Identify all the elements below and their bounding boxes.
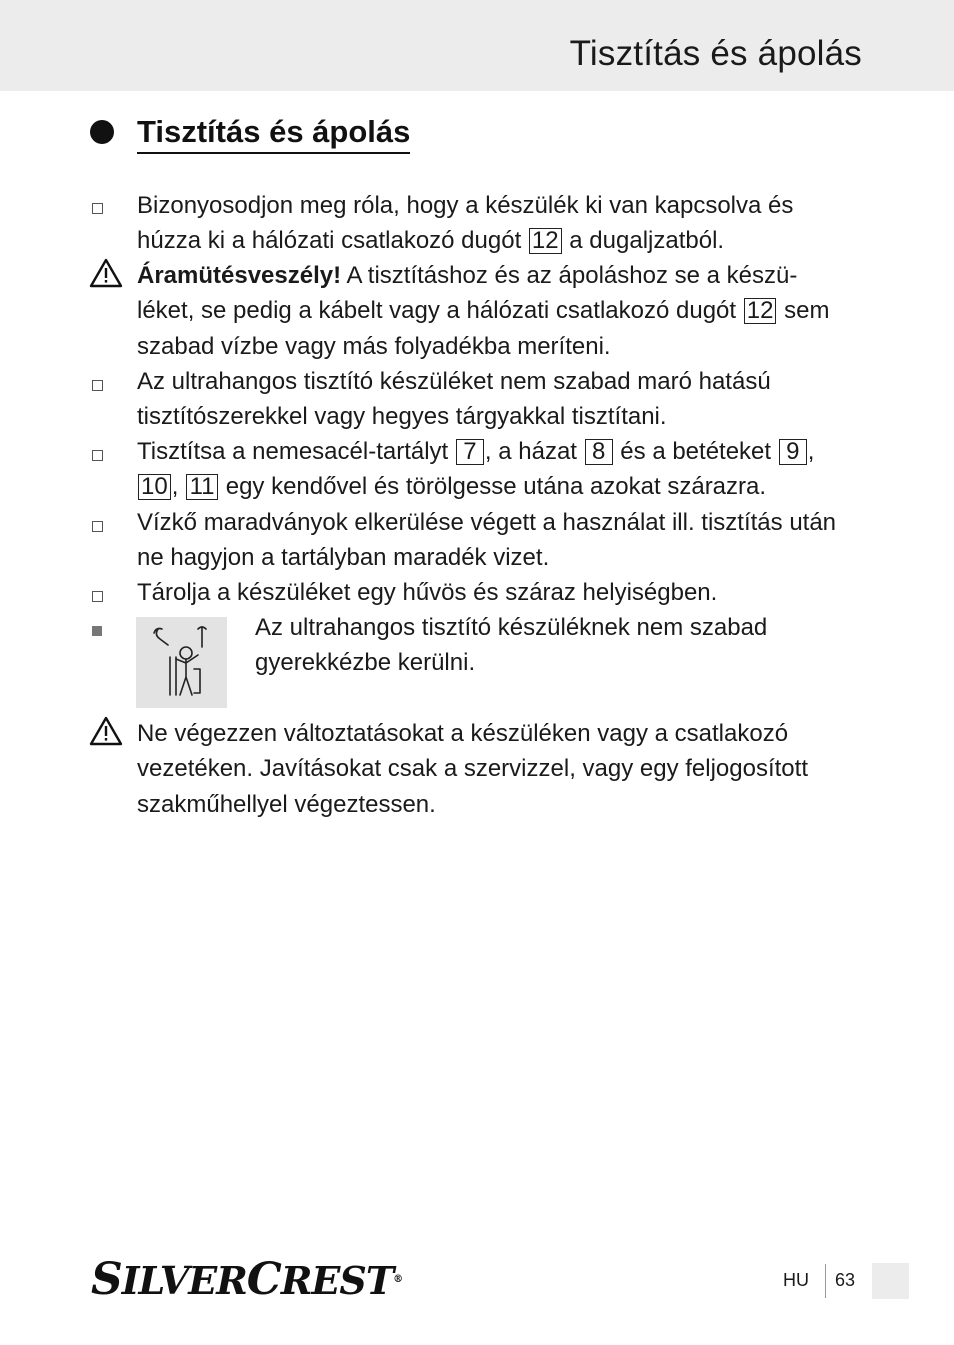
item-line: Vízkő maradványok elkerülése végett a használat ill. tisztítás után bbox=[137, 509, 837, 536]
item-line: szakműhellyel végeztessen. bbox=[137, 790, 436, 818]
part-ref-badge: 12 bbox=[744, 298, 777, 324]
item-text: , bbox=[171, 473, 179, 501]
list-item bbox=[137, 434, 867, 505]
checkbox-bullet-icon bbox=[92, 203, 103, 214]
language-code: HU bbox=[783, 1270, 809, 1290]
item-line: tisztítószerekkel vagy hegyes tárgyakkal tisztítani. bbox=[137, 403, 667, 431]
item-line: Tárolja a készüléket egy hűvös és száraz helyiségben. bbox=[137, 579, 718, 606]
checkbox-bullet-icon bbox=[92, 450, 103, 461]
item-line: vezetéken. Javításokat csak a szervizzel, vagy egy feljogosított bbox=[137, 755, 808, 783]
list-item bbox=[255, 610, 855, 681]
checkbox-bullet-icon bbox=[92, 591, 103, 602]
part-ref-badge: 7 bbox=[456, 439, 484, 465]
item-text: léket, se pedig a kábelt vagy a hálózati csatlakozó dugót bbox=[137, 297, 737, 325]
item-text: húzza ki a hálózati csatlakozó dugót bbox=[137, 227, 522, 255]
item-text: egy kendővel és törölgesse utána azokat szárazra. bbox=[225, 473, 767, 501]
item-line: szabad vízbe vagy más folyadékba meríteni. bbox=[137, 332, 611, 360]
item-text: és a betéteket bbox=[620, 438, 772, 465]
item-line: Bizonyosodjon meg róla, hogy a készülék ki van kapcsolva és bbox=[137, 192, 794, 219]
item-text: , bbox=[807, 438, 815, 465]
item-line bbox=[137, 223, 867, 258]
checkbox-bullet-icon bbox=[92, 521, 103, 532]
warning-triangle-icon bbox=[89, 258, 123, 288]
part-ref-badge: 11 bbox=[186, 474, 218, 500]
logo-text: REST bbox=[280, 1258, 394, 1303]
item-line bbox=[137, 258, 867, 293]
part-ref-badge: 12 bbox=[529, 228, 562, 254]
list-item bbox=[137, 188, 867, 259]
footer-divider bbox=[825, 1264, 826, 1298]
item-line: Az ultrahangos tisztító készüléknek nem szabad bbox=[255, 614, 768, 641]
registered-mark: ® bbox=[393, 1274, 404, 1285]
section-title: Tisztítás és ápolás bbox=[137, 113, 410, 154]
item-text: a dugaljzatból. bbox=[569, 227, 725, 255]
filled-bullet-icon bbox=[92, 626, 102, 636]
item-line bbox=[137, 469, 867, 504]
footer-tab bbox=[872, 1263, 909, 1299]
item-line: Ne végezzen változtatásokat a készüléken vagy a csatlakozó bbox=[137, 720, 789, 747]
part-ref-badge: 8 bbox=[585, 439, 613, 465]
page-number: 63 bbox=[835, 1270, 856, 1290]
logo-letter: C bbox=[246, 1254, 281, 1305]
warning-triangle-icon bbox=[89, 716, 123, 746]
child-hazard-icon bbox=[136, 617, 227, 708]
logo-letter: S bbox=[91, 1254, 122, 1305]
item-line bbox=[137, 293, 867, 328]
item-text: Tisztítsa a nemesacél-tartályt bbox=[137, 438, 449, 465]
part-ref-badge: 9 bbox=[779, 439, 807, 465]
item-line bbox=[137, 434, 867, 469]
section-bullet-icon bbox=[90, 120, 114, 144]
part-ref-badge: 10 bbox=[138, 474, 171, 500]
page-header-title: Tisztítás és ápolás bbox=[569, 34, 862, 73]
item-line: ne hagyjon a tartályban maradék vizet. bbox=[137, 544, 550, 572]
warning-item bbox=[137, 258, 867, 364]
list-item bbox=[137, 364, 867, 435]
list-item bbox=[137, 505, 867, 576]
item-line: Az ultrahangos tisztító készüléket nem szabad maró hatású bbox=[137, 368, 771, 395]
item-text: A tisztításhoz és az ápoláshoz se a készü- bbox=[346, 262, 798, 289]
list-item bbox=[137, 575, 867, 610]
checkbox-bullet-icon bbox=[92, 380, 103, 391]
logo-text: ILVER bbox=[121, 1258, 247, 1303]
warning-item bbox=[137, 716, 867, 822]
warning-label: Áramütésveszély! bbox=[137, 262, 342, 289]
item-text: , a házat bbox=[484, 438, 577, 465]
item-text: sem bbox=[784, 297, 830, 325]
brand-logo bbox=[91, 1254, 404, 1305]
item-line: gyerekkézbe kerülni. bbox=[255, 649, 476, 677]
